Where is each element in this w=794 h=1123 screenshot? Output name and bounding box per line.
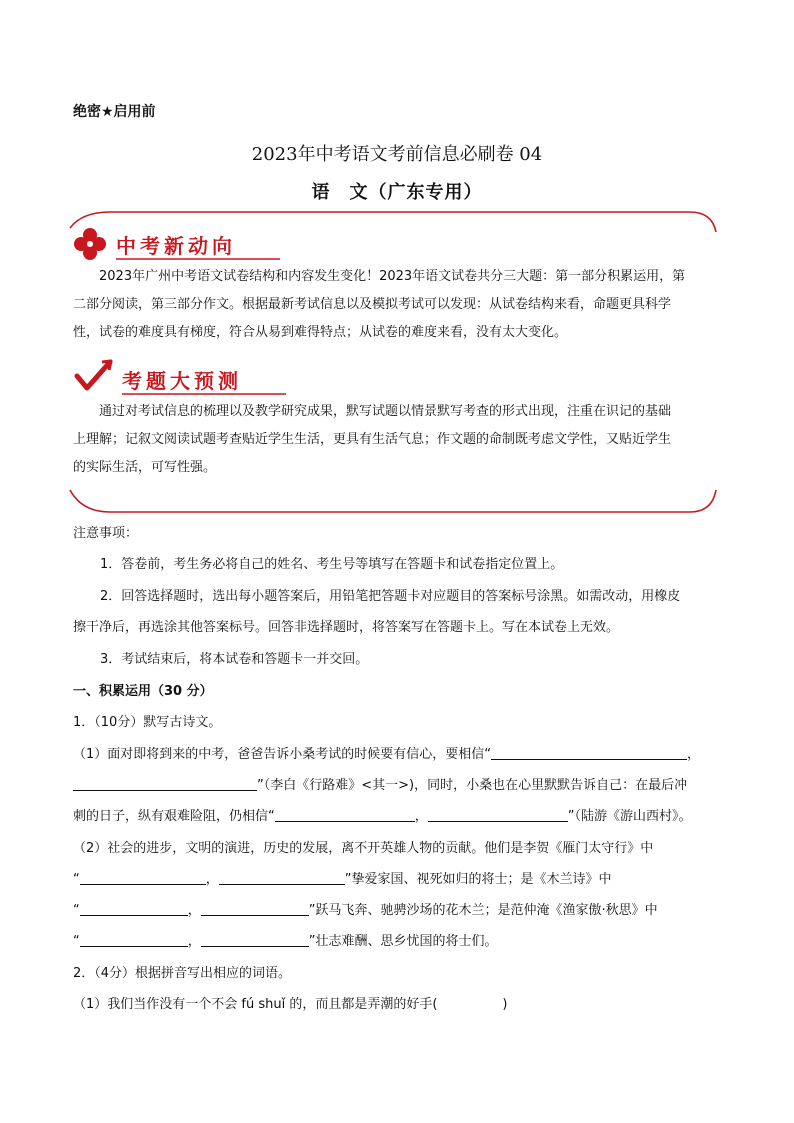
answer-blank[interactable] [201, 901, 309, 916]
prompt-text: ， [205, 872, 219, 887]
prediction-heading-underline [122, 391, 286, 397]
answer-blank[interactable] [219, 870, 345, 885]
paper-subtitle: 语 文（广东专用） [311, 182, 483, 203]
question-1-part-1-line-2 [73, 774, 687, 793]
check-arrow-icon [74, 358, 114, 392]
question-1-part-1-line-1 [73, 743, 700, 762]
paper-title: 2023年中考语文考前信息必刷卷 04 [251, 144, 543, 165]
prompt-text: ， [687, 747, 701, 762]
answer-blank[interactable] [73, 776, 257, 791]
question-1-part-2-line-4 [73, 930, 498, 949]
prompt-text: ， [187, 934, 201, 949]
prompt-text: ”挚爱家国、视死如归的将士；是《木兰诗》中 [344, 872, 612, 887]
answer-blank[interactable] [491, 745, 687, 760]
trends-line: 性，试卷的难度具有梯度，符合从易到难得特点；从试卷的难度来看，没有太大变化。 [73, 325, 568, 340]
prompt-text: “ [73, 903, 80, 918]
prediction-heading: 考题大预测 [122, 369, 242, 393]
clover-icon [72, 226, 108, 262]
answer-blank[interactable] [275, 807, 415, 822]
prompt-text: 刺的日子，纵有艰难险阻，仍相信“ [73, 809, 275, 824]
question-2-title: 2．（4分）根据拼音写出相应的词语。 [73, 966, 292, 981]
notes-label: 注意事项： [73, 526, 139, 541]
prompt-text: ”（陆游《游山西村》。 [567, 809, 692, 824]
question-1-part-2-line-2 [73, 868, 612, 887]
question-2-part-1: （1）我们当作没有一个不会 fú shuǐ 的，而且都是弄潮的好手( ) [73, 997, 508, 1012]
prompt-text: “ [73, 872, 80, 887]
answer-blank[interactable] [80, 932, 188, 947]
question-1-part-2-line-3 [73, 899, 658, 918]
prediction-line: 通过对考试信息的梳理以及教学研究成果，默写试题以情景默写考查的形式出现，注重在识记的基础 [99, 404, 672, 419]
prediction-line: 上理解；记叙文阅读试题考查贴近学生生活，更具有生活气息；作文题的命制既考虑文学性，又贴近学生 [73, 432, 672, 447]
answer-blank[interactable] [428, 807, 568, 822]
note-item: 2．回答选择题时，选出每小题答案后，用铅笔把答题卡对应题目的答案标号涂黑。如需改动，用橡皮 [100, 589, 681, 604]
trends-paragraph [73, 263, 733, 347]
prompt-text: ， [187, 903, 201, 918]
trends-line: 二部分阅读，第三部分作文。根据最新考试信息以及模拟考试可以发现：从试卷结构来看，命题更具科学 [73, 297, 672, 312]
section-heading: 一、积累运用（30 分） [73, 684, 213, 699]
question-1-title: 1．（10分）默写古诗文。 [73, 715, 222, 730]
answer-blank[interactable] [80, 901, 188, 916]
question-1-part-2-line-1: （2）社会的进步，文明的演进，历史的发展，离不开英雄人物的贡献。他们是李贺《雁门太守行》中 [73, 841, 654, 856]
note-item: 3．考试结束后，将本试卷和答题卡一并交回。 [100, 652, 369, 667]
trends-line: 2023年广州中考语文试卷结构和内容发生变化！2023年语文试卷共分三大题：第一部分积累运用，第 [99, 269, 686, 284]
prompt-text: ”跃马飞奔、驰骋沙场的花木兰；是范仲淹《渔家傲·秋思》中 [308, 903, 658, 918]
answer-blank[interactable] [201, 932, 309, 947]
prompt-text: （1）面对即将到来的中考，爸爸告诉小桑考试的时候要有信心，要相信“ [73, 747, 492, 762]
answer-blank[interactable] [80, 870, 206, 885]
note-item: 1．答卷前，考生务必将自己的姓名、考生号等填写在答题卡和试卷指定位置上。 [100, 557, 564, 572]
prompt-text: “ [73, 934, 80, 949]
question-1-part-1-line-3 [73, 805, 692, 824]
confidential-mark: 绝密★启用前 [73, 104, 156, 120]
prediction-line: 的实际生活，可写性强。 [73, 460, 217, 475]
prediction-paragraph [73, 398, 733, 482]
note-item: 擦干净后，再选涂其他答案标号。回答非选择题时，将答案写在答题卡上。写在本试卷上无效。 [73, 620, 620, 635]
trends-heading: 中考新动向 [116, 234, 236, 258]
prompt-text: ， [414, 809, 428, 824]
trends-heading-underline [116, 256, 280, 262]
prompt-text: ”壮志难酬、思乡忧国的将士们。 [308, 934, 498, 949]
prompt-text: ”（李白《行路难》<其一>)，同时，小桑也在心里默默告诉自己：在最后冲 [257, 778, 688, 793]
